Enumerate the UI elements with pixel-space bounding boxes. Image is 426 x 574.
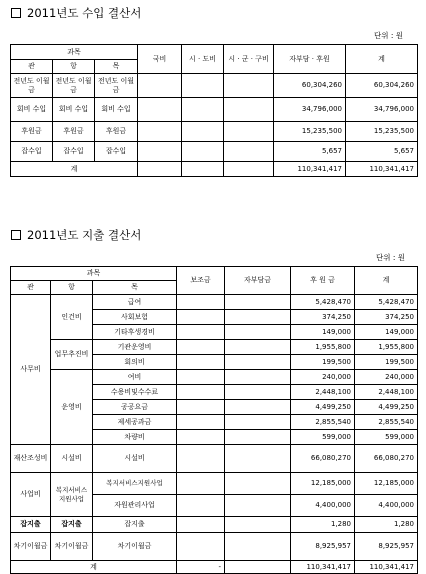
sponsor-geuppyeo: 5,428,470 (291, 295, 355, 310)
total-chagi: 8,925,957 (355, 533, 418, 561)
checkbox-square-icon (11, 8, 21, 18)
sponsor-jese: 2,855,540 (291, 415, 355, 430)
row-total: 15,235,500 (346, 122, 418, 142)
mok-jese: 제세공과금 (93, 415, 177, 430)
mok-chagi: 차기이월금 (93, 533, 177, 561)
row-total: 5,657 (346, 142, 418, 162)
sponsor-gita: 149,000 (291, 325, 355, 340)
sponsor-japji: 1,280 (291, 517, 355, 533)
hang-eommu: 업무추진비 (51, 340, 93, 370)
total-hoeui: 199,500 (355, 355, 418, 370)
sum-label: 계 (11, 561, 177, 574)
mok-sahoe: 사회보험 (93, 310, 177, 325)
table-row (11, 517, 418, 533)
header-self-burden: 자부담금 (225, 267, 291, 295)
gwan-chagi: 차기이월금 (11, 533, 51, 561)
sum-total: 110,341,417 (346, 162, 418, 177)
checkbox-square-icon (11, 230, 21, 240)
income-unit: 단위 : 원 (374, 31, 404, 40)
gwan-samu: 사무비 (11, 295, 51, 445)
row-mok: 회비 수입 (95, 98, 138, 122)
table-row (11, 340, 418, 355)
header-sido: 시 · 도비 (182, 45, 224, 74)
total-jawon: 4,400,000 (355, 495, 418, 517)
header-gukbi: 국비 (138, 45, 182, 74)
total-geuppyeo: 5,428,470 (355, 295, 418, 310)
total-suyong: 2,448,100 (355, 385, 418, 400)
row-mok: 잡수입 (95, 142, 138, 162)
mok-suyong: 수용비및수수료 (93, 385, 177, 400)
sponsor-siseolbi: 66,080,270 (291, 445, 355, 473)
header-self-sponsor: 자부담 · 후원 (274, 45, 346, 74)
table-row (11, 370, 418, 385)
row-gwan: 잡수입 (11, 142, 53, 162)
mok-gonggong: 공공요금 (93, 400, 177, 415)
total-jese: 2,855,540 (355, 415, 418, 430)
hang-japji: 잡지출 (51, 517, 93, 533)
total-japji: 1,280 (355, 517, 418, 533)
header-total: 계 (346, 45, 418, 74)
sponsor-hoeui: 199,500 (291, 355, 355, 370)
row-self: 5,657 (274, 142, 346, 162)
total-siseolbi: 66,080,270 (355, 445, 418, 473)
mok-gita: 기타후생경비 (93, 325, 177, 340)
row-hang: 회비 수입 (53, 98, 95, 122)
table-row (11, 473, 418, 495)
header-hang: 항 (51, 281, 93, 295)
total-gita: 149,000 (355, 325, 418, 340)
sponsor-jawon: 4,400,000 (291, 495, 355, 517)
row-hang: 후원금 (53, 122, 95, 142)
sponsor-gigwan: 1,955,800 (291, 340, 355, 355)
sponsor-sahoe: 374,250 (291, 310, 355, 325)
gwan-japji: 잡지출 (11, 517, 51, 533)
sponsor-chagi: 8,925,957 (291, 533, 355, 561)
table-row (11, 74, 418, 98)
gwan-jaesan: 재산조성비 (11, 445, 51, 473)
sum-self: 110,341,417 (274, 162, 346, 177)
expense-table (10, 266, 418, 574)
row-hang: 전년도 이월금 (53, 74, 95, 98)
mok-chayang: 차량비 (93, 430, 177, 445)
mok-siseolbi: 시설비 (93, 445, 177, 473)
sponsor-bokji: 12,185,000 (291, 473, 355, 495)
header-hang: 항 (53, 60, 95, 74)
table-row (11, 98, 418, 122)
mok-jawon: 자원관리사업 (93, 495, 177, 517)
table-row (11, 533, 418, 561)
sponsor-chayang: 599,000 (291, 430, 355, 445)
row-gwan: 후원금 (11, 122, 53, 142)
total-bokji: 12,185,000 (355, 473, 418, 495)
row-self: 60,304,260 (274, 74, 346, 98)
row-total: 34,796,000 (346, 98, 418, 122)
sponsor-suyong: 2,448,100 (291, 385, 355, 400)
row-self: 15,235,500 (274, 122, 346, 142)
row-total: 60,304,260 (346, 74, 418, 98)
mok-gigwan: 기관운영비 (93, 340, 177, 355)
hang-siseol: 시설비 (51, 445, 93, 473)
table-row (11, 445, 418, 473)
gwan-saeop: 사업비 (11, 473, 51, 517)
header-gwan: 관 (11, 60, 53, 74)
expense-unit: 단위 : 원 (376, 253, 406, 262)
sum-subsidy: - (177, 561, 225, 574)
row-gwan: 전년도 이월금 (11, 74, 53, 98)
total-chayang: 599,000 (355, 430, 418, 445)
row-gwan: 회비 수입 (11, 98, 53, 122)
sum-total: 110,341,417 (355, 561, 418, 574)
table-row (11, 142, 418, 162)
row-self: 34,796,000 (274, 98, 346, 122)
header-gwan: 관 (11, 281, 51, 295)
table-row (11, 295, 418, 310)
total-gonggong: 4,499,250 (355, 400, 418, 415)
sum-row (11, 561, 418, 574)
row-mok: 후원금 (95, 122, 138, 142)
hang-unyeong: 운영비 (51, 370, 93, 445)
income-table (10, 44, 418, 177)
row-mok: 전년도 이월금 (95, 74, 138, 98)
hang-ingeon: 인건비 (51, 295, 93, 340)
header-category: 과목 (11, 45, 138, 60)
total-yeobi: 240,000 (355, 370, 418, 385)
hang-bokji: 복지서비스지원사업 (51, 473, 93, 517)
table-row (11, 122, 418, 142)
sponsor-yeobi: 240,000 (291, 370, 355, 385)
row-hang: 잡수입 (53, 142, 95, 162)
sum-sponsor: 110,341,417 (291, 561, 355, 574)
header-sigungu: 시 · 군 · 구비 (224, 45, 274, 74)
sum-label: 계 (11, 162, 138, 177)
hang-chagi: 차기이월금 (51, 533, 93, 561)
header-subsidy: 보조금 (177, 267, 225, 295)
header-total: 계 (355, 267, 418, 295)
mok-geuppyeo: 급여 (93, 295, 177, 310)
header-category: 과목 (11, 267, 177, 281)
income-title: 2011년도 수입 결산서 (11, 6, 141, 20)
header-sponsor: 후 원 금 (291, 267, 355, 295)
mok-bokji: 복지서비스지원사업 (93, 473, 177, 495)
header-mok: 목 (93, 281, 177, 295)
sponsor-gonggong: 4,499,250 (291, 400, 355, 415)
expense-title: 2011년도 지출 결산서 (11, 228, 141, 242)
mok-hoeui: 회의비 (93, 355, 177, 370)
mok-yeobi: 여비 (93, 370, 177, 385)
total-gigwan: 1,955,800 (355, 340, 418, 355)
header-mok: 목 (95, 60, 138, 74)
sum-row (11, 162, 418, 177)
total-sahoe: 374,250 (355, 310, 418, 325)
mok-japji: 잡지출 (93, 517, 177, 533)
